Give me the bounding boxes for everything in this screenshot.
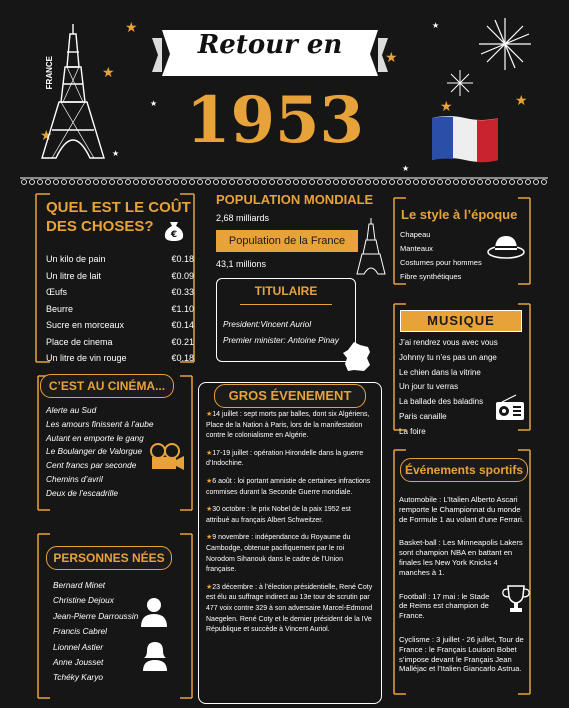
lace-scallop: [534, 180, 539, 185]
price-row: Beurre €1.10: [46, 303, 194, 314]
lace-scallop: [510, 180, 515, 185]
lace-scallop: [398, 180, 403, 185]
lace-scallop: [190, 180, 195, 185]
france-vertical-label: FRANCE: [45, 56, 54, 90]
banner-title: Retour en: [197, 30, 343, 60]
list-item: Basket-ball : Les Minneapolis Lakers sont champion NBA en battant en finales les New York Knicks 4 manches à 1.: [399, 538, 523, 577]
lace-scallop: [494, 180, 499, 185]
lace-scallop: [86, 180, 91, 185]
lace-scallop: [342, 180, 347, 185]
price-row: Œufs €0.33: [46, 287, 194, 297]
fireworks-icon: [470, 14, 540, 74]
list-item: J’ai rendrez vous avec vous: [399, 338, 498, 347]
star-icon: ★: [515, 92, 528, 108]
lace-scallop: [94, 180, 99, 185]
film-camera-icon: [146, 442, 186, 474]
lace-scallop: [22, 180, 27, 185]
list-item: Manteaux: [400, 244, 433, 253]
lace-scallop: [30, 180, 35, 185]
money-bag-icon: [163, 218, 185, 242]
events-title: GROS ÉVENEMENT: [214, 384, 366, 408]
lace-scallop: [230, 180, 235, 185]
list-item: Le Boulanger de Valorgue: [46, 446, 143, 457]
lace-scallop: [174, 180, 179, 185]
list-item: ★ 14 juillet : sept morts par balles, dont six Algériens, Place de la Nation à Paris, lors de la manifestation contre le colonialisme en Algérie.: [206, 410, 374, 442]
population-title: POPULATION MONDIALE: [216, 192, 374, 207]
lace-scallop: [54, 180, 59, 185]
france-map-icon: [340, 340, 374, 374]
lace-scallop: [246, 180, 251, 185]
lace-scallop: [286, 180, 291, 185]
lace-scallop: [526, 180, 531, 185]
lace-scallop: [142, 180, 147, 185]
music-title: MUSIQUE: [400, 310, 522, 332]
lace-scallop: [294, 180, 299, 185]
cinema-title: C’EST AU CINÉMA...: [40, 374, 174, 398]
list-item: Cyclisme : 3 juillet - 26 juillet, Tour de France : le Français Louison Bobet s’impose devant le Français Jean Malléjac et l’Italien Giancarlo Astrua.: [399, 634, 524, 674]
lace-scallop: [318, 180, 323, 185]
lace-scallop: [62, 180, 67, 185]
president: President:Vincent Auriol: [223, 319, 312, 329]
lace-scallop: [78, 180, 83, 185]
lace-scallop: [70, 180, 75, 185]
star-icon: ★: [40, 127, 53, 143]
lace-scallop: [414, 180, 419, 185]
lace-scallop: [518, 180, 523, 185]
list-item: Paris canaille: [399, 411, 447, 421]
lace-scallop: [478, 180, 483, 185]
list-item: Costumes pour hommes: [400, 258, 482, 267]
list-item: Le chien dans la vitrine: [399, 367, 481, 377]
star-icon: ★: [385, 49, 398, 65]
fireworks-icon: [445, 68, 475, 98]
world-population: 2,68 milliards: [216, 213, 270, 223]
list-item: ★ 23 décembre : à l’élection présidentielle, René Coty est élu au suffrage indirect au 13e tour de scrutin par 477 voix contre 329 à son adversaire Marcel-Edmond Naegelen. René Coty et le dernier président de la IVe République et succède à Vincent Auriol.: [206, 583, 374, 636]
titulaire-title: TITULAIRE: [254, 284, 318, 298]
music-list: [399, 336, 498, 440]
lace-scallop: [134, 180, 139, 185]
list-item: Un jour tu verras: [399, 382, 459, 392]
lace-scallop: [422, 180, 427, 185]
births-title: PERSONNES NÉES: [46, 546, 172, 570]
list-item: ★ 9 novembre : indépendance du Royaume du Cambodge, obtenue pacifiquement par le roi Norodom Sihanouk dans le cadre de l’Union française.: [206, 533, 374, 575]
list-item: Christine Dejoux: [53, 595, 114, 606]
style-list: [400, 228, 482, 284]
lace-scallop: [454, 180, 459, 185]
lace-scallop: [430, 180, 435, 185]
price-row: Un litre de lait €0.09: [46, 270, 194, 281]
sports-title: Événements sportifs: [400, 458, 528, 482]
eiffel-tower-icon: [38, 22, 108, 162]
lace-scallop: [262, 180, 267, 185]
lace-scallop: [374, 180, 379, 185]
lace-scallop: [102, 180, 107, 185]
list-item: ★ 30 octobre : le prix Nobel de la paix 1952 est attribué au français Albert Schweitzer.: [206, 505, 374, 526]
list-item: Chapeau: [400, 230, 431, 239]
lace-scallop: [110, 180, 115, 185]
prices-list: [46, 251, 194, 367]
list-item: Alerte au Sud: [46, 405, 97, 415]
titulaire-list: [223, 316, 339, 348]
lace-scallop: [406, 180, 411, 185]
lace-scallop: [462, 180, 467, 185]
lace-scallop: [214, 180, 219, 185]
lace-scallop: [446, 180, 451, 185]
lace-scallop: [150, 180, 155, 185]
lace-scallop: [438, 180, 443, 185]
lace-scallop: [126, 180, 131, 185]
lace-scallop: [38, 180, 43, 185]
star-icon: ★: [112, 149, 120, 158]
list-item: Cent francs par seconde: [46, 460, 137, 471]
eiffel-tower-icon: [356, 216, 386, 276]
lace-scallop: [278, 180, 283, 185]
lace-scallop: [358, 180, 363, 185]
lace-scallop: [254, 180, 259, 185]
radio-icon: [494, 394, 526, 422]
price-row: Sucre en morceaux €0.14: [46, 320, 194, 330]
lace-scallop: [302, 180, 307, 185]
lace-scallop: [542, 180, 547, 185]
list-item: ★ 17-19 juillet : opération Hirondelle dans la guerre d’Indochine.: [206, 449, 374, 470]
list-item: Deux de l’escadrille: [46, 487, 118, 498]
lace-scallop: [470, 180, 475, 185]
star-icon: ★: [432, 21, 440, 30]
prime-minister: Premier minister: Antoine Pinay: [223, 335, 339, 345]
price-row: Un litre de vin rouge €0.18: [46, 353, 194, 363]
list-item: Autant en emporte le gang: [46, 432, 144, 443]
events-list: [206, 410, 374, 636]
france-population: 43,1 millions: [216, 259, 267, 269]
list-item: Anne Jousset: [53, 657, 104, 668]
woman-silhouette-icon: [142, 640, 168, 672]
lace-scallop: [390, 180, 395, 185]
list-item: Fibre synthétiques: [400, 272, 462, 281]
man-silhouette-icon: [140, 596, 168, 628]
svg-text:€: €: [170, 230, 178, 240]
year-title: 1953: [185, 83, 365, 158]
prices-title: QUEL EST LE COÛT DES CHOSES?: [46, 199, 191, 235]
lace-divider: [20, 176, 548, 186]
lace-scallop: [350, 180, 355, 185]
lace-scallop: [238, 180, 243, 185]
lace-scallop: [206, 180, 211, 185]
births-list: [53, 578, 138, 686]
lace-scallop: [222, 180, 227, 185]
lace-scallop: [310, 180, 315, 185]
price-row: Un kilo de pain €0.18: [46, 254, 194, 264]
french-flag-icon: [430, 114, 500, 164]
list-item: Francis Cabrel: [53, 626, 107, 637]
star-icon: ★: [150, 99, 158, 108]
price-row: Place de cinema €0.21: [46, 336, 194, 347]
trophy-icon: [500, 584, 532, 614]
lace-scallop: [166, 180, 171, 185]
star-icon: ★: [402, 164, 410, 173]
list-item: La foire: [399, 426, 426, 436]
lace-scallop: [486, 180, 491, 185]
star-icon: ★: [125, 19, 138, 35]
lace-scallop: [118, 180, 123, 185]
list-item: Chemins d’avril: [46, 473, 103, 484]
list-item: ★ 6 août : loi portant amnistie de certaines infractions commises durant la Seconde Guerre mondiale.: [206, 477, 374, 498]
lace-scallop: [382, 180, 387, 185]
lace-scallop: [198, 180, 203, 185]
list-item: Johnny tu n’es pas un ange: [399, 352, 497, 362]
list-item: La ballade des baladins: [399, 397, 484, 407]
cinema-list: [46, 404, 153, 501]
lace-scallop: [46, 180, 51, 185]
list-item: Tchéky Karyo: [53, 672, 103, 683]
lace-scallop: [502, 180, 507, 185]
hat-icon: [486, 232, 526, 262]
lace-scallop: [182, 180, 187, 185]
list-item: Lionnel Astier: [53, 641, 103, 652]
style-title: Le style à l’époque: [401, 207, 518, 222]
lace-scallop: [334, 180, 339, 185]
list-item: Jean-Pierre Darroussin: [53, 610, 139, 621]
lace-scallop: [270, 180, 275, 185]
list-item: Automobile : L’Italien Alberto Ascari remporte le Championnat du monde de Formule 1 au volant d’une Ferrari.: [399, 495, 524, 524]
list-item: Football : 17 mai : le Stade de Reims est champion de France.: [399, 591, 490, 621]
star-icon: ★: [440, 98, 453, 114]
lace-scallop: [366, 180, 371, 185]
list-item: Bernard Minet: [53, 580, 106, 590]
lace-scallop: [326, 180, 331, 185]
lace-scallop: [158, 180, 163, 185]
france-population-label: Population de la France: [216, 230, 358, 252]
divider: [240, 304, 332, 305]
star-icon: ★: [102, 64, 115, 80]
list-item: Les amours finissent à l’aube: [46, 418, 154, 429]
